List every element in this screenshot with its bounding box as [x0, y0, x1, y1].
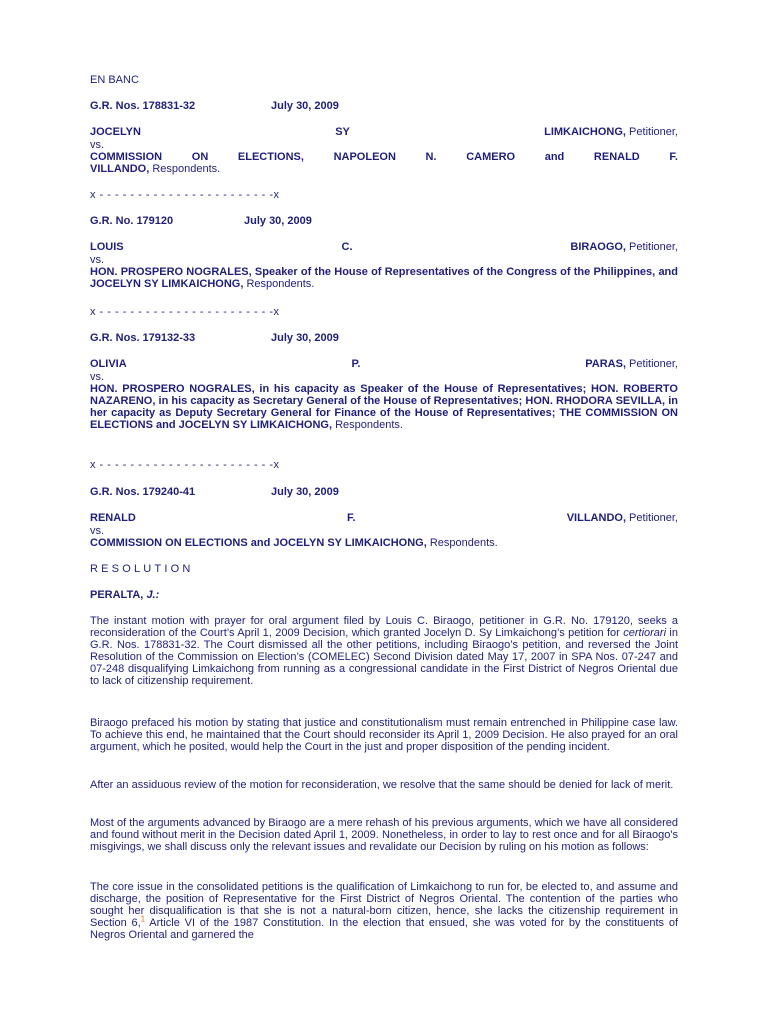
separator: x - - - - - - - - - - - - - - - - - - - - - - -x	[90, 189, 280, 201]
versus-label: vs.	[90, 525, 105, 537]
versus-label: vs.	[90, 254, 105, 266]
versus-label: vs.	[90, 371, 105, 383]
petitioner-line	[90, 358, 678, 370]
respondent-role: Respondents.	[332, 419, 403, 431]
case-caption-1	[90, 100, 678, 112]
petitioner-name-part: C.	[341, 241, 353, 253]
resolution-heading: RESOLUTION	[90, 563, 194, 575]
petitioner-surname: LIMKAICHONG,	[544, 126, 626, 138]
respondent-role: Respondents.	[426, 537, 498, 549]
respondent-names: HON. PROSPERO NOGRALES, Speaker of the House of Representatives of the Congress of the Philippines, and JOCELYN SY LIMKAICHONG,	[90, 266, 678, 290]
respondent-word: RENALD	[593, 151, 640, 163]
respondents-block	[90, 537, 678, 549]
petitioner-role: Petitioner,	[626, 241, 678, 253]
separator: x - - - - - - - - - - - - - - - - - - - - - - -x	[90, 306, 280, 318]
petitioner-name-end	[567, 512, 678, 524]
petitioner-name-end	[585, 358, 678, 370]
case-date: July 30, 2009	[244, 215, 312, 227]
ponente-suffix: J.:	[146, 589, 160, 601]
petitioner-line	[90, 512, 678, 524]
case-date: July 30, 2009	[271, 332, 339, 344]
respondent-role: Respondents.	[149, 163, 221, 175]
petitioner-surname: PARAS,	[585, 358, 626, 370]
case-caption-4	[90, 486, 678, 498]
respondent-word: NAPOLEON	[333, 151, 396, 163]
petitioner-name-part: OLIVIA	[90, 358, 127, 370]
petitioner-surname: BIRAOGO,	[570, 241, 626, 253]
respondent-word: ELECTIONS,	[237, 151, 304, 163]
respondent-word: CAMERO	[466, 151, 516, 163]
petitioner-line	[90, 126, 678, 138]
respondents-block	[90, 383, 678, 431]
paragraph-text: Article VI of the 1987 Constitution. In the election that ensued, she was voted for by the constituents of Negros Oriental and garnered the	[90, 917, 679, 941]
petitioner-role: Petitioner,	[626, 512, 678, 524]
paragraph-3: After an assiduous review of the motion for reconsideration, we resolve that the same should be denied for lack of merit.	[90, 779, 674, 791]
division-label: EN BANC	[90, 74, 139, 86]
petitioner-name-end	[544, 126, 678, 138]
footnote-marker[interactable]: 1	[140, 914, 146, 924]
respondent-word: F.	[669, 151, 678, 163]
petitioner-name-end	[570, 241, 678, 253]
petitioner-name-part: RENALD	[90, 512, 136, 524]
case-date: July 30, 2009	[271, 486, 339, 498]
case-number: G.R. Nos. 179240-41	[90, 486, 196, 498]
respondent-word: and	[544, 151, 565, 163]
italic-term: certiorari	[623, 627, 667, 639]
paragraph-1	[90, 615, 678, 687]
case-caption-2	[90, 215, 678, 227]
respondent-word: COMMISSION	[90, 151, 163, 163]
respondents-line	[90, 151, 678, 163]
petitioner-name-part: SY	[335, 126, 350, 138]
petitioner-name-part: JOCELYN	[90, 126, 141, 138]
respondents-line-end	[90, 163, 678, 175]
petitioner-name-part: P.	[351, 358, 361, 370]
case-number: G.R. Nos. 179132-33	[90, 332, 196, 344]
respondent-name: VILLANDO,	[90, 163, 150, 175]
respondent-role: Respondents.	[243, 278, 315, 290]
paragraph-5	[90, 881, 678, 941]
respondent-names: COMMISSION ON ELECTIONS and JOCELYN SY LIMKAICHONG,	[90, 537, 427, 549]
paragraph-text: The core issue in the consolidated petitions is the qualification of Limkaichong to run for, be elected to, and assume and discharge, the position of Representative for the First District of Negros Oriental. The contention of the parties who sought her disqualification is that she is not a natural-born citizen, hence, she lacks the citizenship requirement in Section 6,	[90, 881, 678, 929]
paragraph-4: Most of the arguments advanced by Biraogo are a mere rehash of his previous arguments, which we have all considered and found without merit in the Decision dated April 1, 2009. Nonetheless, in order to lay to rest once and for all Biraogo's misgivings, we shall discuss only the relevant issues and revalidate our Decision by ruling on his motion as follows:	[90, 817, 678, 853]
paragraph-2: Biraogo prefaced his motion by stating that justice and constitutionalism must remain entrenched in Philippine case law. To achieve this end, he maintained that the Court should reconsider its April 1, 2009 Decision. He also prayed for an oral argument, which he posited, would help the Court in the just and proper disposition of the pending incident.	[90, 717, 678, 753]
petitioner-role: Petitioner,	[626, 358, 678, 370]
paragraph-text: in G.R. Nos. 178831-32. The Court dismissed all the other petitions, including Biraogo’s petition, and reversed the Joint Resolution of the Commission on Election’s (COMELEC) Second Division dated May 17, 2007 in SPA Nos. 07-247 and 07-248 disqualifying Limkaichong from running as a congressional candidate in the First District of Negros Oriental due to lack of citizenship requirement.	[90, 627, 678, 687]
case-caption-3	[90, 332, 678, 344]
paragraph-text: The instant motion with prayer for oral argument filed by Louis C. Biraogo, petitioner in G.R. No. 179120, seeks a reconsideration of the Court’s April 1, 2009 Decision, which granted Jocelyn D. Sy Limkaichong’s petition for	[90, 615, 678, 639]
petitioner-surname: VILLANDO,	[566, 512, 626, 524]
petitioner-name-part: F.	[347, 512, 356, 524]
case-date: July 30, 2009	[271, 100, 339, 112]
respondent-word: N.	[425, 151, 437, 163]
ponente-name: PERALTA,	[90, 589, 147, 601]
separator: x - - - - - - - - - - - - - - - - - - - - - - -x	[90, 459, 280, 471]
petitioner-line	[90, 241, 678, 253]
respondent-names: HON. PROSPERO NOGRALES, in his capacity as Speaker of the House of Representatives; HON. ROBERTO NAZARENO, in his capacity as Secretary General of the House of Representatives; HON. RHODORA SEVILLA, in her capacity as Deputy Secretary General for Finance of the House of Representatives; THE COMMISSION ON ELECTIONS and JOCELYN SY LIMKAICHONG,	[90, 383, 678, 431]
petitioner-name-part: LOUIS	[90, 241, 124, 253]
versus-label: vs.	[90, 139, 105, 151]
respondent-word: ON	[191, 151, 209, 163]
petitioner-role: Petitioner,	[626, 126, 678, 138]
case-number: G.R. No. 179120	[90, 215, 174, 227]
case-number: G.R. Nos. 178831-32	[90, 100, 196, 112]
ponente	[90, 589, 678, 601]
respondents-block	[90, 266, 678, 290]
